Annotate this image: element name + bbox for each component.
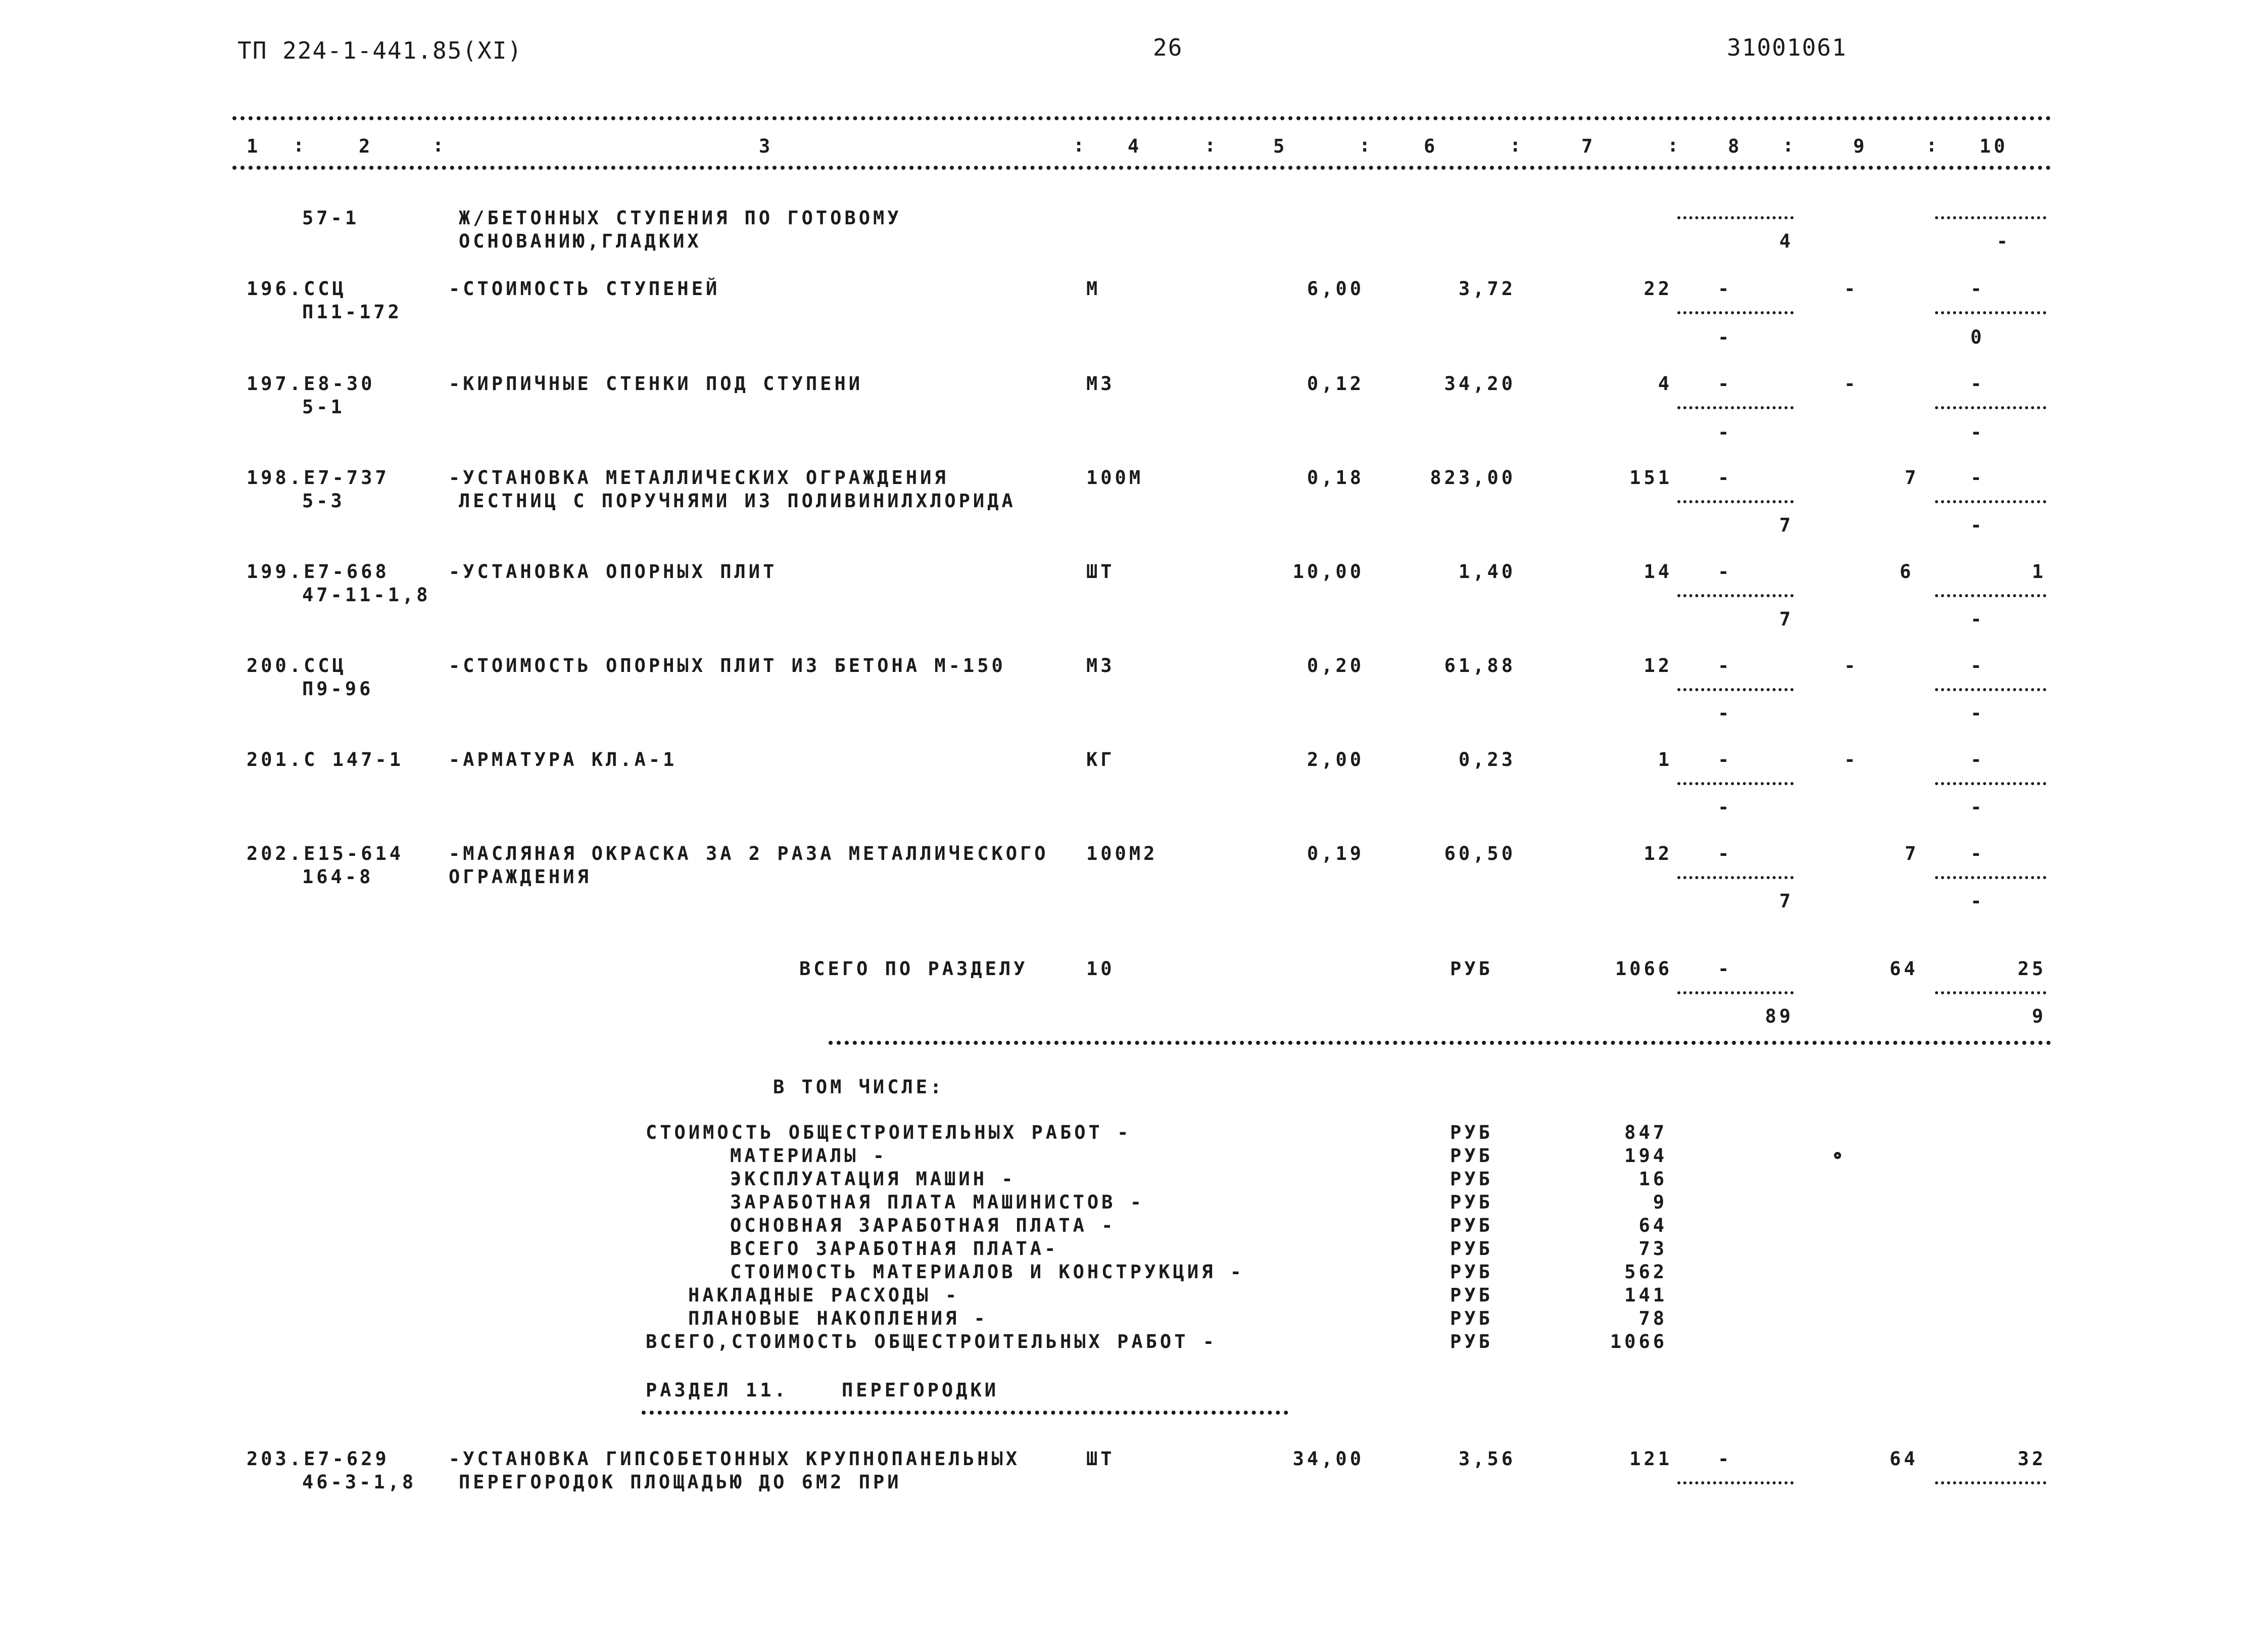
col9-value: 64 xyxy=(1890,1448,1918,1470)
col8-value: 7 xyxy=(1779,890,1794,912)
col10-value: - xyxy=(1970,278,1985,300)
col8-value: 4 xyxy=(1779,230,1794,252)
column-header: 1 xyxy=(247,135,261,157)
breakdown-unit: РУБ xyxy=(1450,1238,1493,1260)
item-unit: М3 xyxy=(1086,655,1115,677)
column-header: 6 xyxy=(1424,135,1438,157)
col9-value: - xyxy=(1844,749,1859,770)
section-total-value: 1066 xyxy=(1615,958,1672,980)
item-unit: М3 xyxy=(1086,373,1115,395)
breakdown-value: 9 xyxy=(1653,1191,1667,1213)
col10-value: 1 xyxy=(2032,561,2046,583)
col8-value: 89 xyxy=(1765,1005,1794,1027)
breakdown-value: 64 xyxy=(1638,1215,1667,1236)
column-header: 3 xyxy=(759,135,774,157)
item-total: 12 xyxy=(1644,655,1672,677)
breakdown-unit: РУБ xyxy=(1450,1261,1493,1283)
col10-value: 0 xyxy=(1970,326,1985,348)
item-description: -КИРПИЧНЫЕ СТЕНКИ ПОД СТУПЕНИ xyxy=(449,373,863,395)
item-description: -МАСЛЯНАЯ ОКРАСКА ЗА 2 РАЗА МЕТАЛЛИЧЕСКОГО xyxy=(449,843,1049,864)
col8-value: - xyxy=(1718,278,1732,300)
item-quantity: 0,19 xyxy=(1307,843,1364,864)
item-code: 201.С 147-1 xyxy=(247,749,404,770)
col10-value: - xyxy=(1970,608,1985,630)
section-total-unit: РУБ xyxy=(1450,958,1493,980)
item-quantity: 0,12 xyxy=(1307,373,1364,395)
section-total-label: ВСЕГО ПО РАЗДЕЛУ xyxy=(799,958,1028,980)
col10-value: - xyxy=(1970,749,1985,770)
breakdown-label: НАКЛАДНЫЕ РАСХОДЫ - xyxy=(688,1284,960,1306)
col9-value: - xyxy=(1844,655,1859,677)
item-code-ref: 47-11-1,8 xyxy=(302,584,431,606)
col8-value: - xyxy=(1718,373,1732,395)
item-unit-price: 1,40 xyxy=(1458,561,1516,583)
item-unit-price: 34,20 xyxy=(1444,373,1516,395)
col8-value: - xyxy=(1718,749,1732,770)
col8-value: - xyxy=(1718,796,1732,818)
item-total: 22 xyxy=(1644,278,1672,300)
col8-value: - xyxy=(1718,655,1732,677)
column-header: 4 xyxy=(1128,135,1142,157)
item-unit: 100М2 xyxy=(1086,843,1158,864)
item-unit-price: 60,50 xyxy=(1444,843,1516,864)
item-code-ref: П11-172 xyxy=(302,301,402,323)
item-total: 4 xyxy=(1658,373,1672,395)
document-code: ТП 224-1-441.85(XI) xyxy=(237,37,523,64)
breakdown-unit: РУБ xyxy=(1450,1308,1493,1329)
col10-value: - xyxy=(1970,796,1985,818)
breakdown-label: ЭКСПЛУАТАЦИЯ МАШИН - xyxy=(730,1168,1016,1190)
item-unit-price: 0,23 xyxy=(1458,749,1516,770)
section-heading-name: ПЕРЕГОРОДКИ xyxy=(842,1379,999,1401)
breakdown-unit: РУБ xyxy=(1450,1331,1493,1353)
col10-value: - xyxy=(1970,702,1985,724)
item-quantity: 34,00 xyxy=(1292,1448,1364,1470)
item-description: ЛЕСТНИЦ С ПОРУЧНЯМИ ИЗ ПОЛИВИНИЛХЛОРИДА xyxy=(459,490,1016,512)
item-code: 197.Е8-30 xyxy=(247,373,375,395)
item-code-ref: 164-8 xyxy=(302,866,374,888)
section-heading-number: РАЗДЕЛ 11. xyxy=(646,1379,789,1401)
col10-value: - xyxy=(1970,843,1985,864)
item-description: -АРМАТУРА КЛ.А-1 xyxy=(449,749,678,770)
col8-value: - xyxy=(1718,561,1732,583)
column-header: 8 xyxy=(1728,135,1743,157)
item-quantity: 0,20 xyxy=(1307,655,1364,677)
breakdown-unit: РУБ xyxy=(1450,1215,1493,1236)
item-description: -УСТАНОВКА ГИПСОБЕТОННЫХ КРУПНОПАНЕЛЬНЫХ xyxy=(449,1448,1021,1470)
col9-value: 7 xyxy=(1905,467,1919,489)
breakdown-value: 73 xyxy=(1638,1238,1667,1260)
breakdown-value: 78 xyxy=(1638,1308,1667,1329)
item-description: ПЕРЕГОРОДОК ПЛОЩАДЬЮ ДО 6М2 ПРИ xyxy=(459,1471,902,1493)
col10-value: 25 xyxy=(2017,958,2046,980)
breakdown-label: ВСЕГО ЗАРАБОТНАЯ ПЛАТА- xyxy=(730,1238,1059,1260)
item-unit-price: 3,56 xyxy=(1458,1448,1516,1470)
item-code: 57-1 xyxy=(302,207,360,229)
col9-value: - xyxy=(1844,278,1859,300)
table-top-rule xyxy=(232,116,2051,120)
item-unit: ШТ xyxy=(1086,561,1115,583)
col8-value: 7 xyxy=(1779,514,1794,536)
column-header: 7 xyxy=(1581,135,1596,157)
item-code-ref: П9-96 xyxy=(302,678,374,700)
column-header: 2 xyxy=(359,135,373,157)
item-code: 196.ССЦ xyxy=(247,278,347,300)
item-description: -УСТАНОВКА ОПОРНЫХ ПЛИТ xyxy=(449,561,778,583)
item-quantity: 6,00 xyxy=(1307,278,1364,300)
item-unit: КГ xyxy=(1086,749,1115,770)
item-unit-price: 61,88 xyxy=(1444,655,1516,677)
breakdown-title: В ТОМ ЧИСЛЕ: xyxy=(773,1076,945,1098)
breakdown-unit: РУБ xyxy=(1450,1168,1493,1190)
breakdown-label: ЗАРАБОТНАЯ ПЛАТА МАШИНИСТОВ - xyxy=(730,1191,1145,1213)
table-header-rule xyxy=(232,166,2051,170)
col8-value: - xyxy=(1718,843,1732,864)
column-header: 5 xyxy=(1273,135,1288,157)
breakdown-unit: РУБ xyxy=(1450,1122,1493,1143)
item-description: Ж/БЕТОННЫХ СТУПЕНИЯ ПО ГОТОВОМУ xyxy=(459,207,902,229)
breakdown-label: СТОИМОСТЬ МАТЕРИАЛОВ И КОНСТРУКЦИЯ - xyxy=(730,1261,1244,1283)
item-code-ref: 5-3 xyxy=(302,490,345,512)
breakdown-unit: РУБ xyxy=(1450,1191,1493,1213)
col8-value: - xyxy=(1718,467,1732,489)
breakdown-unit: РУБ xyxy=(1450,1284,1493,1306)
breakdown-value: 562 xyxy=(1624,1261,1667,1283)
item-description: -УСТАНОВКА МЕТАЛЛИЧЕСКИХ ОГРАЖДЕНИЯ xyxy=(449,467,949,489)
breakdown-label: ОСНОВНАЯ ЗАРАБОТНАЯ ПЛАТА - xyxy=(730,1215,1116,1236)
item-description: -СТОИМОСТЬ СТУПЕНЕЙ xyxy=(449,278,720,300)
breakdown-value: 16 xyxy=(1638,1168,1667,1190)
item-code-ref: 46-3-1,8 xyxy=(302,1471,417,1493)
breakdown-value: 194 xyxy=(1624,1145,1667,1167)
col9-value: 64 xyxy=(1890,958,1918,980)
breakdown-label: ВСЕГО,СТОИМОСТЬ ОБЩЕСТРОИТЕЛЬНЫХ РАБОТ - xyxy=(646,1331,1218,1353)
breakdown-value: 1066 xyxy=(1610,1331,1667,1353)
item-total: 12 xyxy=(1644,843,1672,864)
section-heading-underline xyxy=(642,1411,1288,1415)
item-code: 202.Е15-614 xyxy=(247,843,404,864)
section-total-rule xyxy=(829,1041,2051,1045)
col10-value: - xyxy=(1970,421,1985,443)
item-total: 121 xyxy=(1629,1448,1672,1470)
item-quantity: 2,00 xyxy=(1307,749,1364,770)
col9-value: 6 xyxy=(1900,561,1914,583)
col10-value: - xyxy=(1970,655,1985,677)
breakdown-value: 847 xyxy=(1624,1122,1667,1143)
item-code: 199.Е7-668 xyxy=(247,561,390,583)
item-unit: 100М xyxy=(1086,467,1144,489)
item-code-ref: 5-1 xyxy=(302,396,345,418)
breakdown-label: ПЛАНОВЫЕ НАКОПЛЕНИЯ - xyxy=(688,1308,988,1329)
col8-value: - xyxy=(1718,326,1732,348)
col8-value: - xyxy=(1718,421,1732,443)
item-quantity: 0,18 xyxy=(1307,467,1364,489)
item-quantity: 10,00 xyxy=(1292,561,1364,583)
item-total: 1 xyxy=(1658,749,1672,770)
breakdown-label: МАТЕРИАЛЫ - xyxy=(730,1145,888,1167)
col9-value: - xyxy=(1844,373,1859,395)
col10-value: - xyxy=(1970,373,1985,395)
item-code: 198.Е7-737 xyxy=(247,467,390,489)
breakdown-value: 141 xyxy=(1624,1284,1667,1306)
item-total: 151 xyxy=(1629,467,1672,489)
col8-value: - xyxy=(1718,958,1732,980)
breakdown-unit: РУБ xyxy=(1450,1145,1493,1167)
item-unit-price: 3,72 xyxy=(1458,278,1516,300)
page-mark xyxy=(1834,1152,1841,1159)
col10-value: - xyxy=(1996,230,2011,252)
section-number: 10 xyxy=(1086,958,1115,980)
col10-value: 9 xyxy=(2032,1005,2046,1027)
item-description: ОСНОВАНИЮ,ГЛАДКИХ xyxy=(459,230,702,252)
item-description: ОГРАЖДЕНИЯ xyxy=(449,866,592,888)
col10-value: 32 xyxy=(2017,1448,2046,1470)
col8-value: - xyxy=(1718,1448,1732,1470)
item-total: 14 xyxy=(1644,561,1672,583)
item-description: -СТОИМОСТЬ ОПОРНЫХ ПЛИТ ИЗ БЕТОНА М-150 xyxy=(449,655,1006,677)
item-unit: М xyxy=(1086,278,1101,300)
column-header: 9 xyxy=(1853,135,1868,157)
document-number: 31001061 xyxy=(1727,34,1847,61)
col8-value: - xyxy=(1718,702,1732,724)
page-number: 26 xyxy=(1153,34,1183,61)
col9-value: 7 xyxy=(1905,843,1919,864)
item-unit: ШТ xyxy=(1086,1448,1115,1470)
col10-value: - xyxy=(1970,514,1985,536)
item-code: 203.Е7-629 xyxy=(247,1448,390,1470)
breakdown-label: СТОИМОСТЬ ОБЩЕСТРОИТЕЛЬНЫХ РАБОТ - xyxy=(646,1122,1132,1143)
col8-value: 7 xyxy=(1779,608,1794,630)
col10-value: - xyxy=(1970,890,1985,912)
col10-value: - xyxy=(1970,467,1985,489)
item-unit-price: 823,00 xyxy=(1430,467,1516,489)
column-header: 10 xyxy=(1980,135,2008,157)
item-code: 200.ССЦ xyxy=(247,655,347,677)
